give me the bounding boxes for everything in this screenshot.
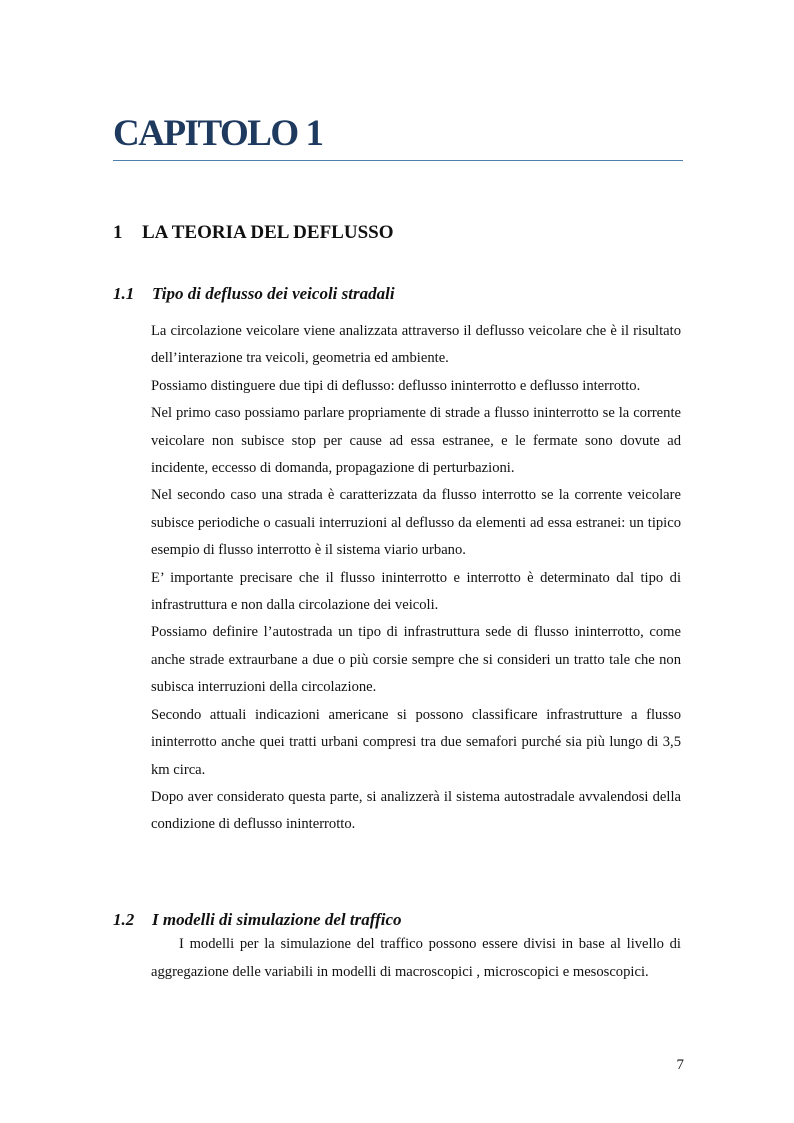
section-title: LA TEORIA DEL DEFLUSSO <box>142 222 394 243</box>
paragraph: I modelli per la simulazione del traffico possono essere divisi in base al livello di aggregazione delle variabili in modelli di macroscopici , microscopici e mesoscopici. <box>151 936 681 980</box>
paragraph: E’ importante precisare che il flusso ininterrotto e interrotto è determinato dal tipo di infrastruttura e non dalla circolazione dei veicoli. <box>151 569 681 614</box>
section-heading <box>113 222 394 244</box>
subsection-1-2-body <box>151 930 681 986</box>
subsection-title: Tipo di deflusso dei veicoli stradali <box>152 284 395 303</box>
paragraph: Possiamo definire l’autostrada un tipo di infrastruttura sede di flusso ininterrotto, come anche strade extraurbane a due o più corsie sempre che si consideri un tratto tale che non subisca interruzioni della circolazione. <box>151 624 681 696</box>
subsection-number: 1.1 <box>113 284 135 303</box>
section-number: 1 <box>113 222 123 243</box>
page-number: 7 <box>676 1057 684 1073</box>
paragraph: Possiamo distinguere due tipi di deflusso: deflusso ininterrotto e deflusso interrotto. <box>151 377 641 394</box>
subsection-heading-1-1 <box>113 284 395 304</box>
paragraph: Nel primo caso possiamo parlare propriamente di strade a flusso ininterrotto se la corrente veicolare non subisce stop per cause ad essa estranee, e le fermate sono dovute ad incidente, eccesso di domanda, propagazione di perturbazioni. <box>151 405 681 477</box>
paragraph: Dopo aver considerato questa parte, si analizzerà il sistema autostradale avvalendosi della condizione di deflusso ininterrotto. <box>151 788 681 833</box>
subsection-1-1-body <box>151 318 681 839</box>
chapter-title: CAPITOLO 1 <box>113 113 323 154</box>
paragraph: Nel secondo caso una strada è caratterizzata da flusso interrotto se la corrente veicolare subisce periodiche o casuali interruzioni al deflusso da elementi ad essa estranei: un tipico esempio di flusso interrotto è il sistema viario urbano. <box>151 487 681 559</box>
subsection-title: I modelli di simulazione del traffico <box>152 910 402 929</box>
chapter-divider <box>113 160 683 161</box>
paragraph: Secondo attuali indicazioni americane si possono classificare infrastrutture a flusso ininterrotto anche quei tratti urbani compresi tra due semafori purché sia più lungo di 3,5 km circa. <box>151 706 681 778</box>
paragraph: La circolazione veicolare viene analizzata attraverso il deflusso veicolare che è il risultato dell’interazione tra veicoli, geometria ed ambiente. <box>151 323 681 367</box>
subsection-number: 1.2 <box>113 910 135 929</box>
subsection-heading-1-2 <box>113 910 402 930</box>
